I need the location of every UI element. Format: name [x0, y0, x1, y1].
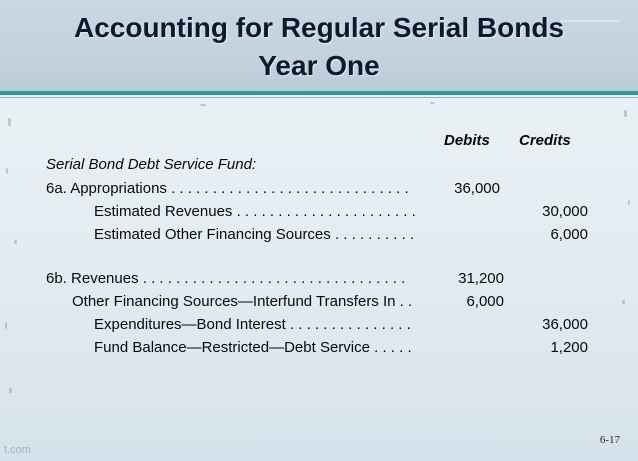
decor-mark — [9, 388, 12, 393]
credit-amount: 36,000 — [542, 316, 588, 333]
decor-mark — [624, 110, 627, 117]
decor-mark — [6, 168, 8, 174]
accent-line — [0, 91, 638, 95]
credit-amount: 1,200 — [550, 339, 588, 356]
entry-account: 6b. Revenues . . . . . . . . . . . . . . . . . . . . . . . . . . . . . . . . — [46, 270, 406, 287]
entry-account: Estimated Other Financing Sources . . . . . . . . . . — [94, 226, 415, 243]
entry-account: Expenditures—Bond Interest . . . . . . . . . . . . . . . — [94, 316, 411, 333]
slide-subtitle: Year One — [258, 50, 380, 81]
entry-account: 6a. Appropriations . . . . . . . . . . . . . . . . . . . . . . . . . . . . . — [46, 180, 409, 197]
decor-mark — [628, 200, 630, 205]
decor-mark — [200, 104, 206, 106]
debit-amount: 36,000 — [454, 180, 500, 197]
debits-header: Debits — [444, 132, 490, 149]
credit-amount: 30,000 — [542, 203, 588, 220]
credits-header: Credits — [519, 132, 571, 149]
debit-amount: 6,000 — [466, 293, 504, 310]
entry-account: Other Financing Sources—Interfund Transfers In . . — [72, 293, 413, 310]
credit-amount: 6,000 — [550, 226, 588, 243]
debit-amount: 31,200 — [458, 270, 504, 287]
entry-account: Fund Balance—Restricted—Debt Service . . . . . — [94, 339, 412, 356]
decor-mark — [622, 300, 625, 304]
decor-mark — [430, 102, 435, 104]
decor-mark — [14, 240, 17, 244]
accent-line-thin — [0, 97, 638, 98]
page-number: 6-17 — [599, 434, 620, 446]
decor-mark — [8, 118, 11, 126]
slide-title: Accounting for Regular Serial Bonds — [73, 12, 565, 43]
fund-label: Serial Bond Debt Service Fund: — [46, 156, 257, 173]
watermark: t.com — [4, 444, 31, 456]
decor-mark — [5, 322, 7, 329]
entry-account: Estimated Revenues . . . . . . . . . . . . . . . . . . . . . . — [94, 203, 416, 220]
